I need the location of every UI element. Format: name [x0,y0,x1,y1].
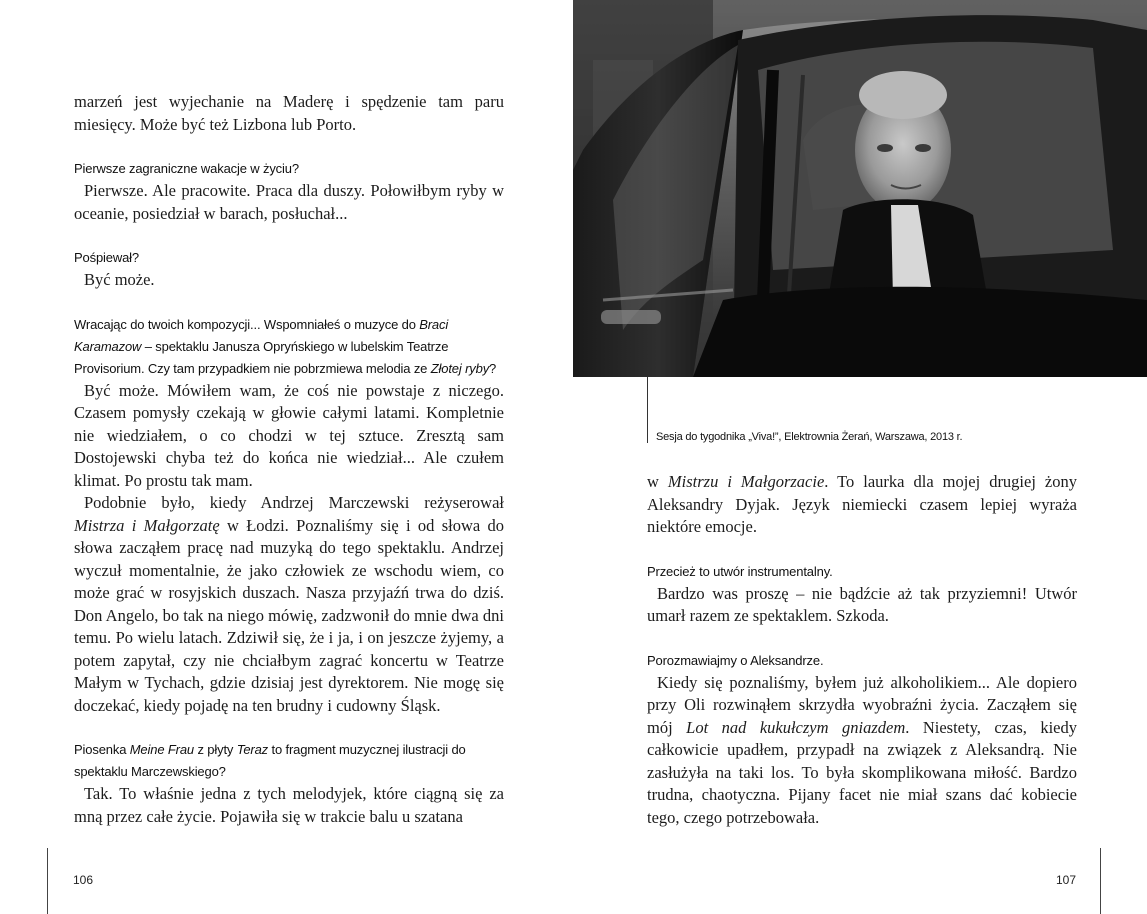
page-number-left: 106 [73,873,94,887]
right-page [573,0,1147,914]
answer-paragraph: Być może. [84,270,155,289]
answer-paragraph: Kiedy się poznaliśmy, byłem już alkoholikiem... Ale dopiero przy Oli rozwinąłem skrzydła wyobraźni życia. Zacząłem się mój Lot nad kukułczym gniazdem. Niestety, czas, kiedy całkowicie upadłem, przypadł na związek z Aleksandrą. Nie zasłużyła na taki los. To była skomplikowana miłość. Bardzo trudna, chaotyczna. Pijany facet nie miał szans dać kobiecie tego, czego potrzebowała. [647,672,1077,827]
caption-rule [647,377,648,443]
answer-paragraph: marzeń jest wyjechanie na Maderę i spędzenie tam paru miesięcy. Może być też Lizbona lub Porto. [74,92,504,134]
answer-paragraph: Tak. To właśnie jedna z tych melodyjek, które ciągną się za mną przez całe życie. Pojawiła się w trakcie balu u szatana [74,784,504,826]
photo-caption: Sesja do tygodnika „Viva!”, Elektrownia Żerań, Warszawa, 2013 r. [656,431,963,443]
right-margin-rule [1100,848,1101,914]
interview-question: Piosenka Meine Frau z płyty Teraz to fragment muzycznej ilustracji do spektaklu Marczewskiego? [74,742,466,779]
answer-paragraph: Podobnie było, kiedy Andrzej Marczewski reżyserował Mistrza i Małgorzatę w Łodzi. Poznaliśmy się i od słowa do słowa zacząłem pracę nad muzyką do tego spektaklu. Andrzej wyczuł momentalnie, że jako człowiek ze wschodu wiem, co może grać w rosyjskich duszach. Nasza przyjaźń trwa do dziś. Don Angelo, bo tak na niego mówię, zadzwonił do mnie dwa dni temu. Po wielu latach. Zdziwił się, że i ja, i on jeszcze żyjemy, a potem zapytał, czy nie chciałbym zagrać koncertu w Teatrze Małym w Tychach, gdzie dzisiaj jest dyrektorem. Nie mogę się doczekać, kiedy pojadę na ten brudny i cudowny Śląsk. [74,493,504,715]
left-text-column [74,91,504,828]
interview-question: Porozmawiajmy o Aleksandrze. [647,652,824,668]
interview-question: Pośpiewał? [74,250,139,265]
answer-paragraph: Bardzo was proszę – nie bądźcie aż tak przyziemni! Utwór umarł razem ze spektaklem. Szkoda. [647,583,1077,625]
interview-question: Wracając do twoich kompozycji... Wspomniałeś o muzyce do Braci Karamazow – spektaklu Janusza Opryńskiego w lubelskim Teatrze Provisorium. Czy tam przypadkiem nie pobrzmiewa melodia ze Złotej ryby? [74,316,497,376]
answer-paragraph: w Mistrzu i Małgorzacie. To laurka dla mojej drugiej żony Aleksandry Dyjak. Język niemiecki czasem lepiej wyraża niektóre emocje. [647,472,1077,536]
car-portrait-photo [573,0,1147,377]
answer-paragraph: Być może. Mówiłem wam, że coś nie powstaje z niczego. Czasem pomysły czekają w głowie całymi latami. Kompletnie nie wiedziałem, o co chodzi w tej sztuce. Zresztą sam Dostojewski chyba też do końca nie wiedział... Ale czułem klimat. Po prostu tak mam. [74,380,504,490]
left-page [0,0,573,914]
interview-question: Pierwsze zagraniczne wakacje w życiu? [74,161,299,176]
right-text-column [647,471,1077,829]
answer-paragraph: Pierwsze. Ale pracowite. Praca dla duszy. Połowiłbym ryby w oceanie, posiedział w barach, posłuchał... [74,181,504,223]
left-margin-rule [47,848,48,914]
page-number-right: 107 [1056,873,1077,887]
interview-question: Przecież to utwór instrumentalny. [647,563,833,579]
